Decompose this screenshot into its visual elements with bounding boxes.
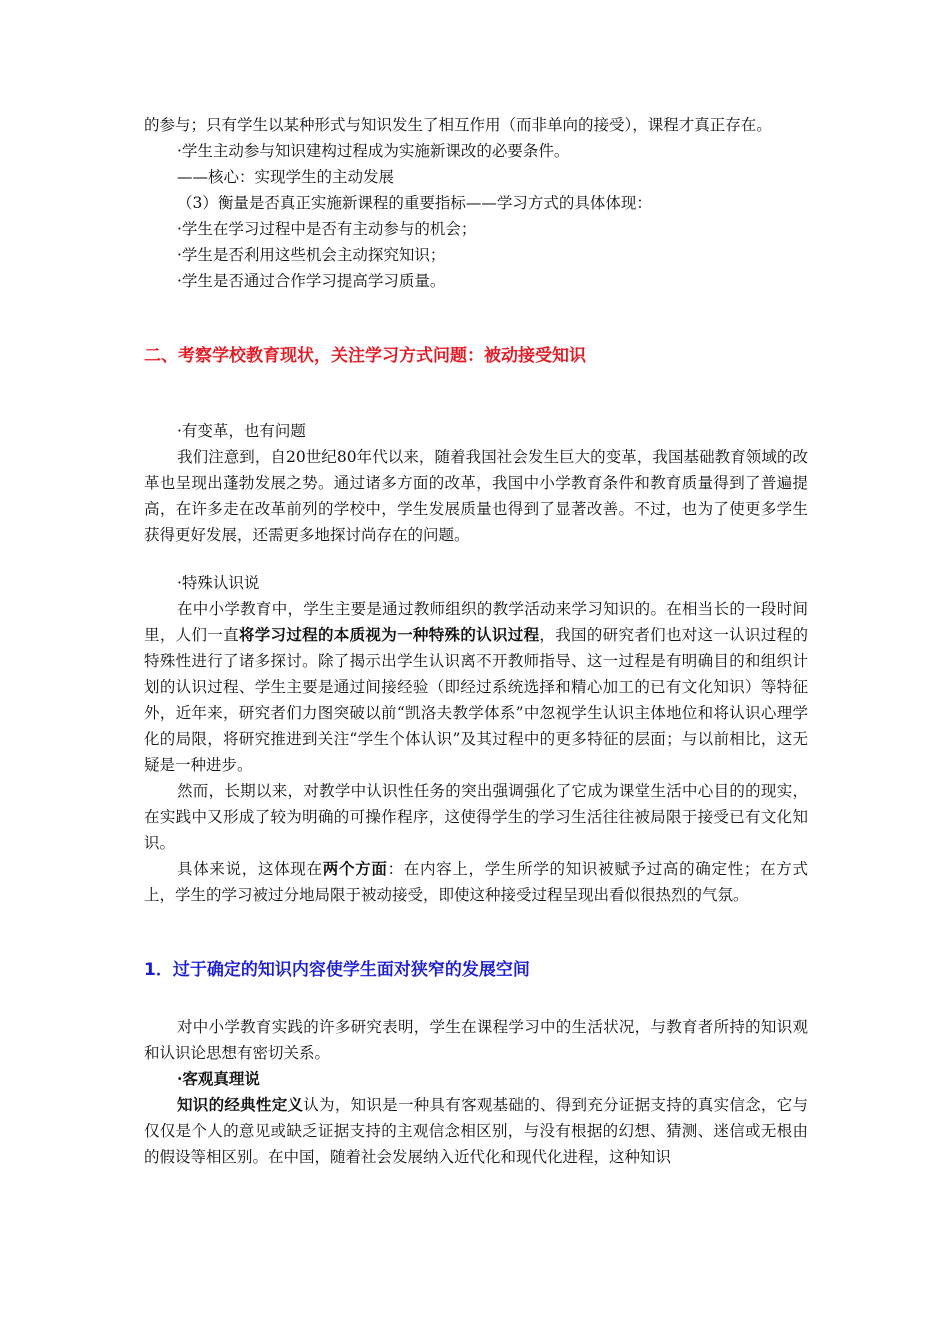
text-span: 在中小学教育中，学生主要是通过教师组织的教学活动来学习知识的。在相当长的一段时间里，人们一直 [144, 600, 808, 644]
intro-paragraph: 的参与；只有学生以某种形式与知识发生了相互作用（而非单向的接受），课程才真正存在。 [144, 116, 772, 134]
text-span: ：在内容上，学生所学的知识被赋予过高的确定性；在方式上，学生的学习被过分地局限于被动接受，即使这种接受过程呈现出看似很热烈的气氛。 [144, 860, 808, 904]
section-2-paragraph-4 [144, 856, 808, 908]
text-span: 认为，知识是一种具有客观基础的、得到充分证据支持的真实信念，它与仅仅是个人的意见或缺乏证据支持的主观信念相区别，与没有根据的幻想、猜测、迷信或无根由的假设等相区别。在中国，随着社会发展纳入近代化和现代化进程，这种知识 [144, 1096, 808, 1166]
section-2-subheading-1: ·有变革，也有问题 [177, 422, 306, 440]
section-3-subheading-1: ·客观真理说 [177, 1069, 260, 1088]
emphasis-text: 两个方面 [322, 859, 388, 878]
intro-line-5: ·学生是否利用这些机会主动探究知识； [177, 246, 446, 264]
intro-line-1: ·学生主动参与知识建构过程成为实施新课改的必要条件。 [177, 142, 570, 160]
intro-line-4: ·学生在学习过程中是否有主动参与的机会； [177, 220, 477, 238]
section-3-heading: 1．过于确定的知识内容使学生面对狭窄的发展空间 [144, 960, 530, 980]
text-span: ，我国的研究者们也对这一认识过程的特殊性进行了诸多探讨。除了揭示出学生认识离不开教师指导、这一过程是有明确目的和组织计划的认识过程、学生主要是通过间接经验（即经过系统选择和精心加工的已有文化知识）等特征外，近年来，研究者们力图突破以前“凯洛夫教学体系”中忽视学生认识主体地位和将认识心理学化的局限，将研究推进到关注“学生个体认识”及其过程中的更多特征的层面；与以前相比，这无疑是一种进步。 [144, 626, 808, 774]
text-span: 具体来说，这体现在 [177, 860, 323, 878]
intro-line-2: ——核心：实现学生的主动发展 [177, 168, 395, 186]
section-3-paragraph-2 [144, 1092, 808, 1170]
section-2-heading: 二、考察学校教育现状，关注学习方式问题：被动接受知识 [144, 346, 586, 366]
section-2-paragraph-3: 然而，长期以来，对教学中认识性任务的突出强调强化了它成为课堂生活中心目的的现实，在实践中又形成了较为明确的可操作程序，这使得学生的学习生活往往被局限于接受已有文化知识。 [144, 782, 808, 852]
section-2-paragraph-2 [144, 596, 808, 778]
intro-line-6: ·学生是否通过合作学习提高学习质量。 [177, 272, 446, 290]
section-3-paragraph-1: 对中小学教育实践的许多研究表明，学生在课程学习中的生活状况，与教育者所持的知识观和认识论思想有密切关系。 [144, 1018, 808, 1062]
intro-line-3: （3）衡量是否真正实施新课程的重要指标——学习方式的具体体现： [177, 194, 652, 212]
section-2-subheading-2: ·特殊认识说 [177, 574, 260, 592]
section-2-paragraph-1: 我们注意到，自20世纪80年代以来，随着我国社会发生巨大的变革，我国基础教育领域的改革也呈现出蓬勃发展之势。通过诸多方面的改革，我国中小学教育条件和教育质量得到了普遍提高，在许多走在改革前列的学校中，学生发展质量也得到了显著改善。不过，也为了使更多学生获得更好发展，还需更多地探讨尚存在的问题。 [144, 448, 808, 544]
emphasis-text: 知识的经典性定义 [177, 1095, 304, 1114]
emphasis-text: 将学习过程的本质视为一种特殊的认识过程 [238, 625, 540, 644]
document-page [144, 112, 808, 1170]
